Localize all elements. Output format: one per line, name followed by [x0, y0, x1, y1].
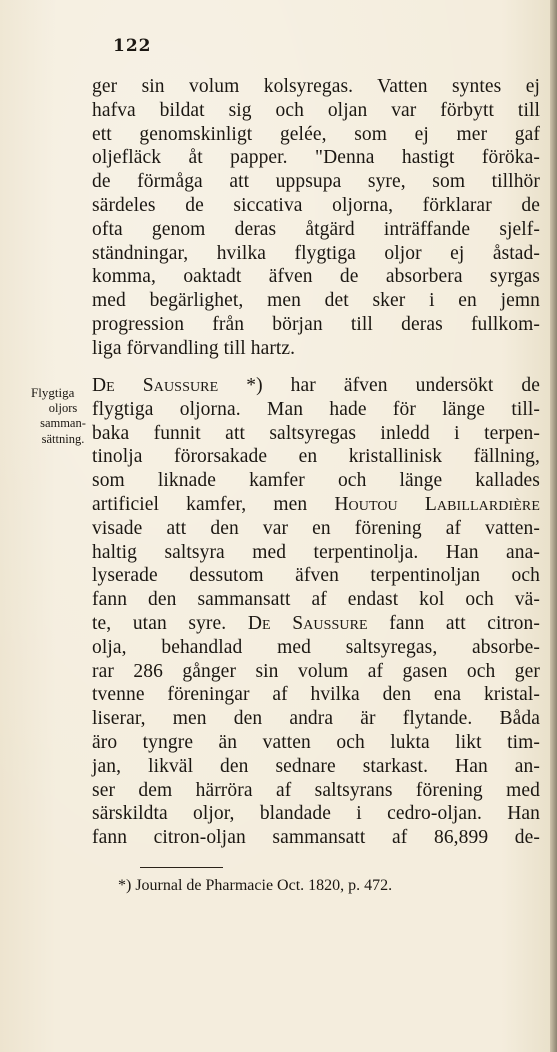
margin-note-line: sättning.: [41, 431, 85, 446]
text-line: särskildta oljor, blandade i cedro-oljan. Han: [92, 803, 540, 825]
text-line: liserar, men den andra är flytande. Båda: [92, 708, 540, 730]
text-line: lyserade dessutom äfven terpentinoljan och: [92, 565, 540, 587]
author-name: Houtou Labillardière: [334, 493, 540, 515]
page-edge: [550, 0, 557, 1052]
text-line: jan, likväl den sednare starkast. Han an-: [92, 755, 540, 777]
author-name: De Saussure: [92, 375, 219, 396]
text-line: baka funnit att saltsyregas inledd i terpen-: [92, 422, 540, 444]
text-line: komma, oaktadt äfven de absorbera syrgas: [92, 266, 540, 288]
text-line: fann citron-oljan sammansatt af 86,899 de-: [92, 827, 540, 849]
text-line: ofta genom deras åtgärd inträffande sjelf-: [92, 218, 540, 240]
text-line: ett genomskinligt gelée, som ej mer gaf: [92, 123, 540, 145]
text-line: tvenne föreningar af hvilka den ena kristal-: [92, 684, 540, 706]
text-line: flygtiga oljorna. Man hade för länge till-: [92, 398, 540, 420]
text-line: tinolja förorsakade en kristallinisk fällning,: [92, 446, 540, 468]
text-line: haltig saltsyra med terpentinolja. Han ana-: [92, 541, 540, 563]
margin-note-line: oljors: [48, 400, 78, 415]
text-span: artificiel kamfer, men: [92, 493, 335, 515]
text-line: äro tyngre än vatten och lukta likt tim-: [92, 731, 540, 753]
text-line: liga förvandling till hartz.: [92, 337, 296, 359]
text-line: med begärlighet, men det sker i en jemn: [92, 290, 540, 312]
text-line: hafva bildat sig och oljan var förbytt till: [92, 99, 540, 121]
page-number: 122: [113, 36, 152, 56]
margin-note: [31, 385, 95, 447]
margin-note-line: Flygtiga: [31, 385, 75, 400]
text-line: de förmåga att uppsupa syre, som tillhör: [92, 171, 540, 193]
text-line: som liknade kamfer och länge kallades: [92, 470, 540, 492]
footnote: *) Journal de Pharmacie Oct. 1820, p. 472.: [118, 877, 393, 894]
text-line: särdeles de siccativa oljorna, förklarar de: [92, 194, 540, 216]
paragraph-2: [92, 374, 540, 850]
text-span: te, utan syre.: [92, 612, 248, 634]
text-line: fann den sammansatt af endast kol och vä-: [92, 589, 540, 611]
footnote-rule: [140, 867, 223, 868]
paragraph-1: [92, 75, 540, 361]
text-line: visade att den var en förening af vatten-: [92, 517, 540, 539]
text-line: ständningar, hvilka flygtiga oljor ej åstad-: [92, 242, 540, 264]
text-span: fann att citron-: [367, 612, 540, 634]
text-line: ger sin volum kolsyregas. Vatten syntes ej: [92, 76, 540, 97]
text-line: [92, 493, 540, 517]
author-name: De Saussure: [247, 612, 368, 634]
text-line: oljefläck åt papper. "Denna hastigt föröka-: [92, 147, 540, 169]
text-span: *) har äfven undersökt de: [218, 375, 540, 396]
text-line: [92, 612, 540, 636]
margin-note-line: samman-: [40, 416, 86, 430]
text-line: olja, behandlad med saltsyregas, absorbe-: [92, 636, 540, 658]
text-line: ser dem härröra af saltsyrans förening med: [92, 779, 540, 801]
text-line: [92, 374, 540, 398]
text-line: rar 286 gånger sin volum af gasen och ger: [92, 660, 540, 682]
text-line: progression från början till deras fullkom-: [92, 313, 540, 335]
